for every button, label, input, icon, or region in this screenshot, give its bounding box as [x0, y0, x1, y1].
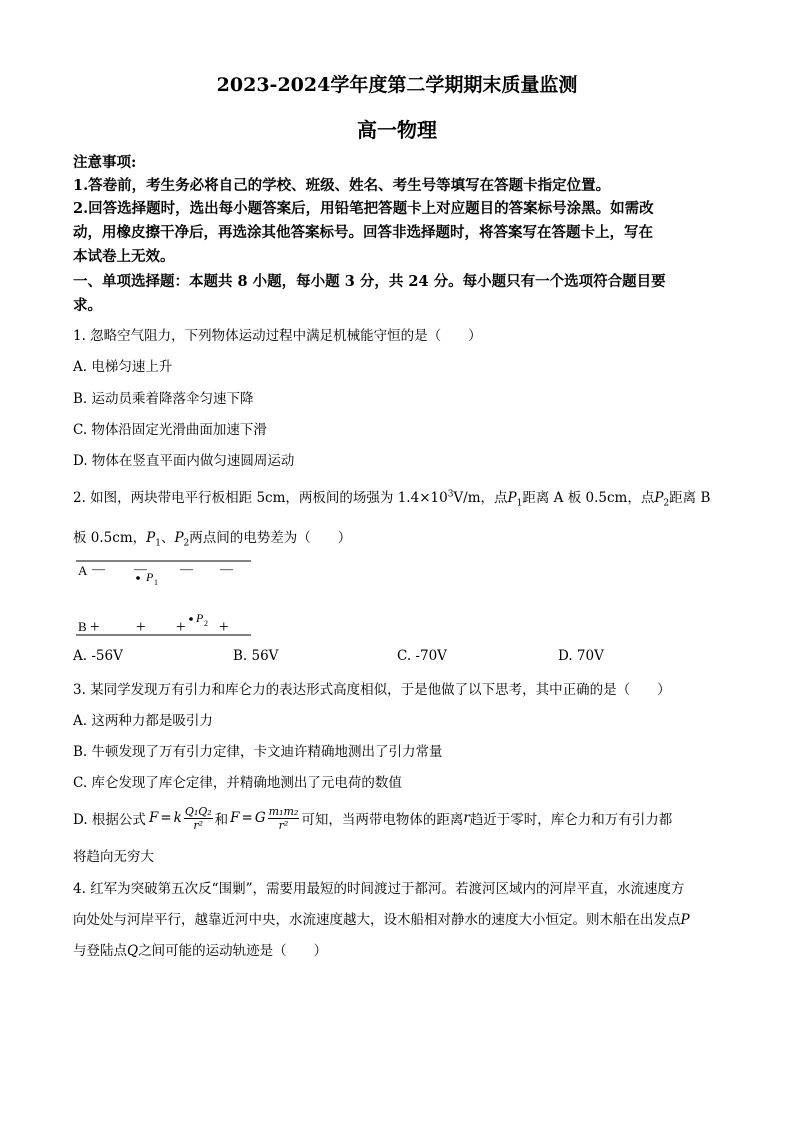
q2-p1-sub: 1 — [516, 498, 523, 509]
q4-stem-line-1: 4. 红军为突破第五次反“围剿”，需要用最短的时间渡过于都河。若渡河区域内的河岸平直，水流速度方 — [73, 881, 685, 897]
plate-a-charge: — — [134, 561, 147, 576]
q3-equals: = — [160, 810, 172, 826]
exam-subject: 高一物理 — [357, 118, 437, 142]
q2-p2-sub: 2 — [663, 498, 670, 509]
q3-d-prefix: D. 根据公式 — [73, 812, 146, 828]
q2-p2-symbol: P — [654, 490, 664, 506]
notes-item-2-line-2: 动，用橡皮擦干净后，再选涂其他答案标号。回答非选择题时，将答案写在答题卡上，写在 — [73, 224, 653, 241]
plate-a-charge: — — [180, 561, 193, 576]
point-p1-label: P — [146, 570, 154, 584]
q2-field-unit: V/m — [453, 490, 481, 506]
q4-stem-text-2: 向处处与河岸平行，越靠近河中央，水流速度越大，设木船相对静水的速度大小恒定。则木船在出发点 — [73, 912, 681, 928]
point-p2-sub: 2 — [204, 619, 208, 628]
q3-d-text-1: 可知，当两带电物体的距离 — [301, 812, 464, 828]
q2-p1-sub-b: 1 — [155, 538, 161, 549]
q3-option-c: C. 库仑发现了库仑定律，并精确地测出了元电荷的数值 — [73, 775, 402, 791]
q2-p1-symbol: P — [507, 490, 517, 506]
q1-option-c: C. 物体沿固定光滑曲面加速下滑 — [73, 422, 267, 438]
q2-field-exponent: 3 — [447, 489, 454, 500]
point-p1-sub: 1 — [154, 578, 158, 587]
q3-coulomb-fraction — [184, 805, 213, 832]
q3-coulomb-denominator: r² — [193, 818, 204, 832]
q4-stem-line-2 — [73, 908, 690, 928]
q2-stem-part-4: 距离 B — [669, 490, 711, 506]
plate-b-charge: + — [219, 617, 229, 636]
q3-gravity-denominator: r² — [278, 818, 289, 832]
q2-p2-symbol-b: P — [174, 530, 184, 546]
q3-gravity-fraction — [268, 805, 300, 832]
q3-option-d — [73, 801, 672, 835]
q2-stem-line-2 — [73, 526, 351, 549]
q4-stem-text-3b: 之间可能的运动轨迹是（ ） — [138, 943, 328, 959]
notes-heading: 注意事项: — [73, 154, 137, 171]
plate-a-charge: — — [92, 561, 105, 576]
q2-stem-part-6: 两点间的电势差为（ ） — [189, 530, 352, 546]
exam-title: 2023-2024学年度第二学期期末质量监测 — [216, 74, 578, 96]
q3-option-a: A. 这两种力都是吸引力 — [73, 713, 213, 729]
plate-b-charge: + — [176, 617, 186, 636]
q4-stem-line-3 — [73, 939, 327, 959]
plate-a-charge: — — [220, 561, 233, 576]
section-1-heading: 一、单项选择题：本题共 8 小题，每小题 3 分，共 24 分。每小题只有一个选项符合题目要 — [73, 273, 666, 290]
q2-stem-line-1 — [73, 486, 710, 509]
q3-g-symbol: G — [254, 810, 266, 826]
q2-stem-part-1: 2. 如图，两块带电平行板相距 5cm，两板间的场强为 — [73, 490, 394, 506]
plate-b-charge: + — [136, 617, 146, 636]
plate-b-charge: + — [90, 617, 100, 636]
parallel-plates-diagram — [76, 558, 256, 638]
plate-a-label: A — [78, 563, 88, 578]
point-p1 — [136, 576, 140, 580]
section-1-heading-cont: 求。 — [73, 297, 102, 314]
q2-p2-sub-b: 2 — [183, 538, 190, 549]
q3-f-symbol: F — [148, 810, 159, 826]
q2-field-value: 1.4×10 — [397, 490, 448, 506]
q3-coulomb-numerator: Q₁Q₂ — [184, 804, 212, 818]
q4-stem-text-3a: 与登陆点 — [73, 943, 127, 959]
q4-q-symbol: Q — [127, 943, 139, 959]
q3-gravity-numerator: m₁m₂ — [268, 804, 299, 818]
q3-f-symbol-2: F — [230, 810, 240, 826]
q1-option-a: A. 电梯匀速上升 — [73, 359, 173, 375]
plate-b-label: B — [78, 619, 87, 634]
q2-stem-part-3: 距离 A 板 0.5cm，点 — [522, 490, 655, 506]
q2-stem-part-5: 板 0.5cm， — [73, 530, 147, 546]
q2-stem-part-2: ，点 — [480, 490, 508, 506]
notes-item-2-line-1: 2.回答选择题时，选出每小题答案后，用铅笔把答题卡上对应题目的答案标号涂黑。如需改 — [73, 200, 654, 217]
point-p2 — [189, 617, 193, 621]
q2-option-b: B. 56V — [233, 648, 279, 664]
q2-option-d: D. 70V — [558, 648, 604, 664]
q2-separator: 、 — [160, 530, 175, 546]
q3-d-text-2: 趋近于零时，库仑力和万有引力都 — [469, 812, 673, 828]
q3-stem: 3. 某同学发现万有引力和库仑力的表达形式高度相似，于是他做了以下思考，其中正确的是（ ） — [73, 682, 671, 698]
q1-option-d: D. 物体在竖直平面内做匀速圆周运动 — [73, 453, 295, 469]
q4-p-symbol: P — [680, 912, 690, 928]
q2-option-c: C. -70V — [397, 648, 447, 664]
point-p2-label: P — [196, 611, 204, 625]
q3-option-d-cont: 将趋向无穷大 — [73, 849, 154, 865]
q3-r-symbol: r — [463, 810, 470, 826]
q1-option-b: B. 运动员乘着降落伞匀速下降 — [73, 391, 254, 407]
q1-stem: 1. 忽略空气阻力，下列物体运动过程中满足机械能守恒的是（ ） — [73, 328, 482, 344]
q2-p1-symbol-b: P — [146, 530, 156, 546]
q3-k-symbol: k — [173, 810, 182, 826]
q3-option-b: B. 牛顿发现了万有引力定律，卡文迪许精确地测出了引力常量 — [73, 744, 443, 760]
notes-item-2-line-3: 本试卷上无效。 — [73, 248, 175, 265]
q2-field-strength — [398, 490, 481, 506]
q3-equals-2: = — [241, 810, 253, 826]
q2-option-a: A. -56V — [73, 648, 123, 664]
notes-item-1: 1.答卷前，考生务必将自己的学校、班级、姓名、考生号等填写在答题卡指定位置。 — [73, 177, 611, 194]
q3-and: 和 — [214, 812, 229, 828]
